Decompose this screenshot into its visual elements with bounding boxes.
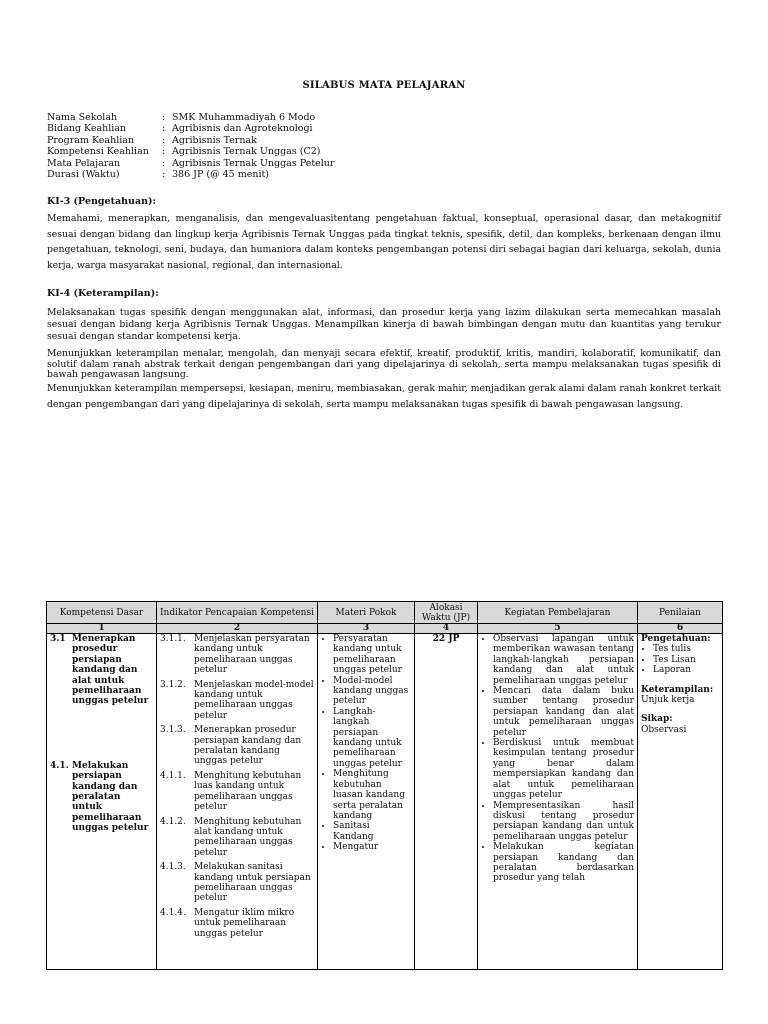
identity-label: Kompetensi Keahlian <box>47 146 149 158</box>
ki4-paragraph-1: Melaksanakan tugas spesifik dengan menggunakan alat, informasi, dan prosedur kerja yang lazim dilakukan serta memecahkan masalah sesuai dengan bidang kerja Agribisnis Ternak Unggas. Menampilkan kinerja di bawah bimbingan dengan mutu dan kuantitas yang terukur sesuai dengan standar kompetensi kerja. <box>47 307 721 342</box>
kd-item <box>50 761 153 834</box>
kd-text: Melakukan persiapan kandang dan peralatan untuk pemeliharaan unggas petelur <box>72 760 149 834</box>
kegiatan-item: • Melakukan kegiatan persiapan kandang dan peralatan berdasarkan prosedur yang telah <box>493 842 634 884</box>
kegiatan-list <box>481 634 634 884</box>
column-number: 6 <box>638 624 723 634</box>
identity-value: Agribisnis Ternak <box>172 134 257 146</box>
identity-colon: : <box>162 123 166 135</box>
kd-number: 4.1. <box>50 760 69 771</box>
alokasi-waktu-cell: 22 JP <box>415 634 478 970</box>
indikator-number: 4.1.3. <box>160 862 186 873</box>
kd-item <box>50 634 153 707</box>
column-number: 2 <box>157 624 318 634</box>
identity-value: Agribisnis Ternak Unggas (C2) <box>172 146 321 158</box>
identity-colon: : <box>162 157 166 169</box>
syllabus-table <box>46 601 723 970</box>
identity-value: 386 JP (@ 45 menit) <box>172 169 270 181</box>
ki4-paragraph-3: Menunjukkan keterampilan mempersepsi, kesiapan, meniru, membiasakan, gerak mahir, menjadikan gerak alami dalam ranah konkret terkait dengan pengembangan dari yang dipelajarinya di sekolah, serta mampu melaksanakan tugas spesifik di bawah pengawasan langsung. <box>47 383 721 410</box>
indikator-text: Mengatur iklim mikro untuk pemeliharaan unggas petelur <box>194 907 295 939</box>
materi-item: • Menghitung kebutuhan luasan kandang serta peralatan kandang <box>333 769 411 821</box>
identity-row <box>47 169 334 180</box>
header-materi-pokok: Materi Pokok <box>318 602 415 624</box>
penilaian-item: • Laporan <box>653 665 719 675</box>
penilaian-cell <box>638 634 723 970</box>
table-row <box>47 634 723 970</box>
kegiatan-item: • Observasi lapangan untuk memberikan wawasan tentang langkah-langkah persiapan kandang dan alat untuk pemeliharaan unggas petelur <box>493 634 634 686</box>
identity-value: SMK Muhammadiyah 6 Modo <box>172 112 316 123</box>
header-kegiatan: Kegiatan Pembelajaran <box>478 602 638 624</box>
identity-label: Mata Pelajaran <box>47 157 121 169</box>
kegiatan-cell <box>478 634 638 970</box>
header-alokasi-waktu: Alokasi Waktu (JP) <box>415 602 478 624</box>
indikator-number: 4.1.1. <box>160 770 186 781</box>
header-penilaian: Penilaian <box>638 602 723 624</box>
penilaian-sikap-value: Observasi <box>641 724 687 735</box>
indikator-number: 3.1.2. <box>160 679 186 690</box>
indikator-number: 4.1.4. <box>160 907 186 918</box>
indikator-item <box>160 817 314 859</box>
identity-row <box>47 135 334 146</box>
identity-row <box>47 112 334 123</box>
indikator-text: Menjelaskan persyaratan kandang untuk pemeliharaan unggas petelur <box>194 634 310 676</box>
materi-item: • Persyaratan kandang untuk pemeliharaan unggas petelur <box>333 634 411 676</box>
column-number: 4 <box>415 624 478 634</box>
indikator-text: Menerapkan prosedur persiapan kandang dan peralatan kandang unggas petelur <box>194 725 302 767</box>
table-number-row <box>47 624 723 634</box>
identity-label: Bidang Keahlian <box>47 123 127 135</box>
penilaian-keterampilan-label: Keterampilan: <box>641 684 714 695</box>
kegiatan-item: • Berdiskusi untuk membuat kesimpulan tentang prosedur yang benar dalam mempersiapkan kandang dan alat untuk pemeliharaan unggas petelur <box>493 738 634 800</box>
kd-number: 3.1 <box>50 634 66 644</box>
materi-item: • Sanitasi Kandang <box>333 821 411 842</box>
indikator-number: 3.1.3. <box>160 725 186 736</box>
indikator-text: Menghitung kebutuhan alat kandang untuk pemeliharaan unggas petelur <box>194 816 302 858</box>
identity-value: Agribisnis dan Agroteknologi <box>172 123 313 135</box>
indikator-item <box>160 634 314 676</box>
materi-list <box>321 634 411 853</box>
column-number: 3 <box>318 624 415 634</box>
penilaian-pengetahuan-label: Pengetahuan: <box>641 634 711 644</box>
indikator-item <box>160 680 314 722</box>
identity-colon: : <box>162 112 166 123</box>
materi-item: • Model-model kandang unggas petelur <box>333 676 411 707</box>
ki3-text: Memahami, menerapkan, menganalisis, dan mengevaluasitentang pengetahuan faktual, konseptual, operasional dasar, dan metakognitif sesuai dengan bidang dan lingkup kerja Agribisnis Ternak Unggas pada tingkat teknis, spesifik, detil, dan kompleks, berkenaan dengan ilmu pengetahuan, teknologi, seni, budaya, dan humaniora dalam konteks pengembangan potensi diri sebagai bagian dari keluarga, sekolah, dunia kerja, warga masyarakat nasional, regional, dan internasional. <box>47 213 721 271</box>
column-number: 1 <box>47 624 157 634</box>
materi-pokok-cell <box>318 634 415 970</box>
indikator-item <box>160 725 314 767</box>
penilaian-sikap-label: Sikap: <box>641 714 673 725</box>
identity-row <box>47 123 334 134</box>
kegiatan-item: • Mencari data dalam buku sumber tentang prosedur persiapan kandang dan alat untuk pemeliharaan unggas petelur <box>493 686 634 738</box>
indikator-text: Melakukan sanitasi kandang untuk persiapan pemeliharaan unggas petelur <box>194 862 311 904</box>
indikator-text: Menjelaskan model-model kandang untuk pemeliharaan unggas petelur <box>194 679 314 721</box>
identity-block <box>47 112 334 180</box>
kegiatan-item: • Mempresentasikan hasil diskusi tentang prosedur persiapan kandang dan untuk pemeliharaan unggas petelur <box>493 801 634 843</box>
indikator-text: Menghitung kebutuhan luas kandang untuk pemeliharaan unggas petelur <box>194 770 302 813</box>
identity-colon: : <box>162 146 166 158</box>
column-number: 5 <box>478 624 638 634</box>
ki4-paragraph-2: Menunjukkan keterampilan menalar, mengolah, dan menyaji secara efektif, kreatif, produktif, kritis, mandiri, kolaboratif, komunikatif, dan solutif dalam ranah abstrak terkait dengan pengembangan dari yang dipelajarinya di sekolah, serta mampu melaksanakan tugas spesifik di bawah pengawasan langsung. <box>47 348 721 380</box>
penilaian-item: • Tes tulis <box>653 644 719 654</box>
indikator-number: 4.1.2. <box>160 816 186 827</box>
identity-row <box>47 146 334 157</box>
identity-label: Durasi (Waktu) <box>47 169 120 181</box>
penilaian-pengetahuan-list <box>641 644 719 675</box>
identity-colon: : <box>162 134 166 146</box>
indikator-number: 3.1.1. <box>160 634 186 644</box>
ki3-heading: KI-3 (Pengetahuan): <box>47 196 157 207</box>
ki4-heading: KI-4 (Keterampilan): <box>47 288 159 299</box>
header-indikator: Indikator Pencapaian Kompetensi <box>157 602 318 624</box>
identity-label: Nama Sekolah <box>47 112 118 123</box>
document-title: SILABUS MATA PELAJARAN <box>302 80 466 91</box>
identity-row <box>47 158 334 169</box>
kompetensi-dasar-cell <box>47 634 157 970</box>
materi-item: • Langkah-langkah persiapan kandang untuk pemeliharaan unggas petelur <box>333 707 411 769</box>
identity-value: Agribisnis Ternak Unggas Petelur <box>172 157 335 169</box>
indikator-item <box>160 908 314 939</box>
identity-colon: : <box>162 169 166 181</box>
identity-label: Program Keahlian <box>47 134 135 146</box>
kd-text: Menerapkan prosedur persiapan kandang dan alat untuk pemeliharaan unggas petelur <box>72 634 149 707</box>
penilaian-keterampilan-value: Unjuk kerja <box>641 695 695 706</box>
indikator-cell <box>157 634 318 970</box>
indikator-item <box>160 862 314 904</box>
table-header-row <box>47 602 723 624</box>
materi-item: • Mengatur <box>333 842 411 852</box>
indikator-item <box>160 771 314 813</box>
header-kompetensi-dasar: Kompetensi Dasar <box>47 602 157 624</box>
penilaian-item: • Tes Lisan <box>653 655 719 665</box>
